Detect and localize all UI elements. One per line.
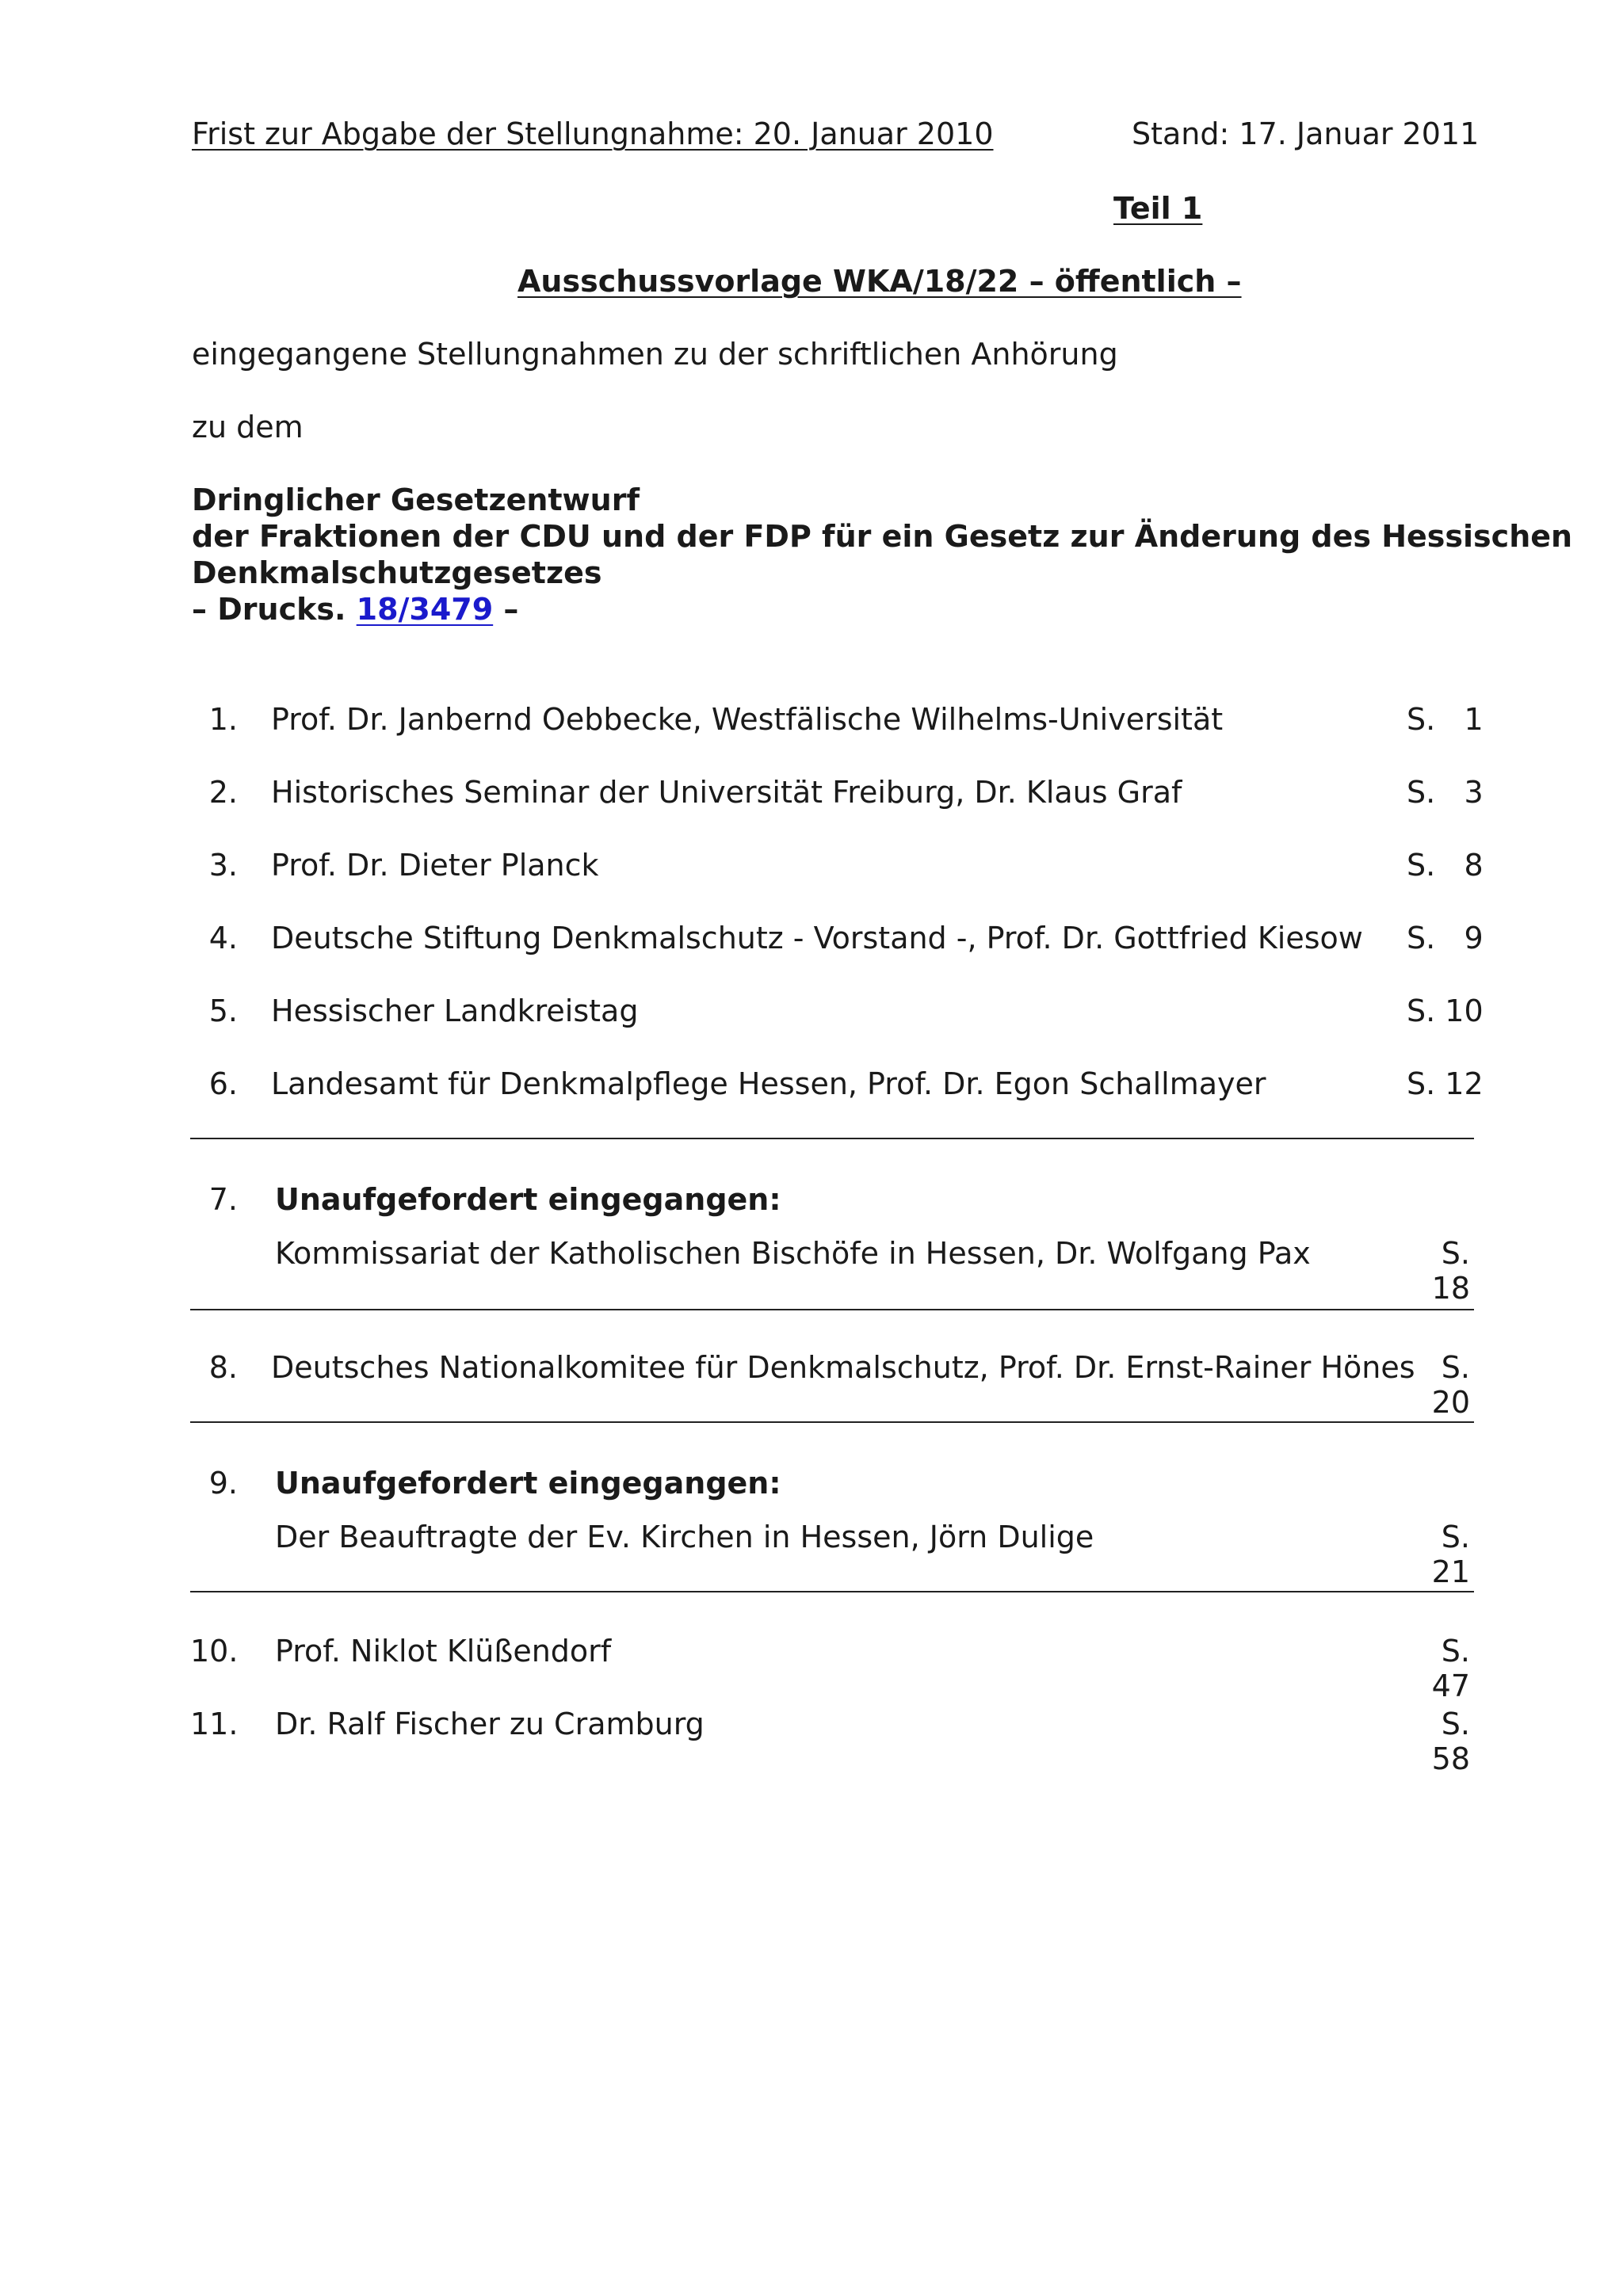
list-item bbox=[0, 848, 1623, 887]
list-item bbox=[0, 1707, 1623, 1776]
entry-text: Hessischer Landkreistag bbox=[271, 994, 639, 1028]
list-item bbox=[0, 1350, 1623, 1420]
print-suffix: – bbox=[493, 592, 519, 627]
entry-number: 4. bbox=[208, 921, 238, 955]
print-prefix: – Drucks. bbox=[192, 592, 357, 627]
part-label: Teil 1 bbox=[1113, 191, 1203, 226]
list-item bbox=[0, 921, 1623, 960]
entry-page: S. 47 bbox=[1431, 1634, 1470, 1703]
intro-line-1: eingegangene Stellungnahmen zu der schriftlichen Anhörung bbox=[192, 337, 1118, 372]
entry-heading: Unaufgefordert eingegangen: bbox=[275, 1466, 781, 1501]
entry-number: 6. bbox=[208, 1066, 238, 1101]
entry-text: Prof. Niklot Klüßendorf bbox=[275, 1634, 612, 1669]
list-item bbox=[0, 994, 1623, 1033]
bill-print-reference bbox=[192, 592, 519, 627]
entry-page: S. 18 bbox=[1431, 1236, 1470, 1306]
entry-number: 1. bbox=[208, 702, 238, 737]
entry-page: S. 3 bbox=[1407, 775, 1484, 810]
entry-number: 7. bbox=[208, 1182, 238, 1217]
entry-page: S. 21 bbox=[1431, 1520, 1470, 1589]
list-item-detail bbox=[0, 1236, 1623, 1306]
bill-title-line-1: Dringlicher Gesetzentwurf bbox=[192, 482, 640, 517]
list-item-detail bbox=[0, 1520, 1623, 1589]
list-item bbox=[0, 1466, 1623, 1505]
entry-number: 5. bbox=[208, 994, 238, 1028]
entry-number: 9. bbox=[208, 1466, 238, 1501]
entry-number: 8. bbox=[208, 1350, 238, 1385]
list-item bbox=[0, 1634, 1623, 1703]
entry-heading: Unaufgefordert eingegangen: bbox=[275, 1182, 781, 1217]
list-item bbox=[0, 1182, 1623, 1222]
bill-title-line-2: der Fraktionen der CDU und der FDP für ein Gesetz zur Änderung des Hessischen bbox=[192, 519, 1573, 554]
entry-text: Deutsche Stiftung Denkmalschutz - Vorstand -, Prof. Dr. Gottfried Kiesow bbox=[271, 921, 1363, 955]
intro-line-2: zu dem bbox=[192, 410, 304, 444]
divider bbox=[190, 1421, 1474, 1423]
entry-number: 2. bbox=[208, 775, 238, 810]
list-item bbox=[0, 702, 1623, 742]
entry-text: Landesamt für Denkmalpflege Hessen, Prof. Dr. Egon Schallmayer bbox=[271, 1066, 1266, 1101]
committee-title: Ausschussvorlage WKA/18/22 – öffentlich – bbox=[517, 264, 1242, 299]
entry-text: Prof. Dr. Janbernd Oebbecke, Westfälische Wilhelms-Universität bbox=[271, 702, 1224, 737]
bill-title-line-3: Denkmalschutzgesetzes bbox=[192, 555, 602, 590]
divider bbox=[190, 1138, 1474, 1139]
deadline-text: Frist zur Abgabe der Stellungnahme: 20. Januar 2010 bbox=[192, 116, 994, 151]
entry-text: Kommissariat der Katholischen Bischöfe in Hessen, Dr. Wolfgang Pax bbox=[275, 1236, 1311, 1271]
entry-text: Dr. Ralf Fischer zu Cramburg bbox=[275, 1707, 705, 1741]
divider bbox=[190, 1591, 1474, 1592]
entry-number: 11. bbox=[190, 1707, 239, 1741]
entry-page: S. 8 bbox=[1407, 848, 1484, 883]
list-item bbox=[0, 775, 1623, 814]
entry-page: S. 9 bbox=[1407, 921, 1484, 955]
list-item bbox=[0, 1066, 1623, 1106]
entry-text: Deutsches Nationalkomitee für Denkmalschutz, Prof. Dr. Ernst-Rainer Hönes bbox=[271, 1350, 1415, 1385]
entry-page: S. 1 bbox=[1407, 702, 1484, 737]
print-link[interactable]: 18/3479 bbox=[356, 592, 494, 627]
entry-text: Historisches Seminar der Universität Freiburg, Dr. Klaus Graf bbox=[271, 775, 1182, 810]
status-date-text: Stand: 17. Januar 2011 bbox=[1132, 116, 1480, 151]
entry-number: 3. bbox=[208, 848, 238, 883]
divider bbox=[190, 1309, 1474, 1310]
entry-page: S. 58 bbox=[1431, 1707, 1470, 1776]
entry-text: Prof. Dr. Dieter Planck bbox=[271, 848, 599, 883]
entry-page: S. 20 bbox=[1431, 1350, 1470, 1420]
entry-text: Der Beauftragte der Ev. Kirchen in Hessen, Jörn Dulige bbox=[275, 1520, 1094, 1554]
entry-page: S. 10 bbox=[1407, 994, 1484, 1028]
entry-number: 10. bbox=[190, 1634, 239, 1669]
entry-page: S. 12 bbox=[1407, 1066, 1484, 1101]
